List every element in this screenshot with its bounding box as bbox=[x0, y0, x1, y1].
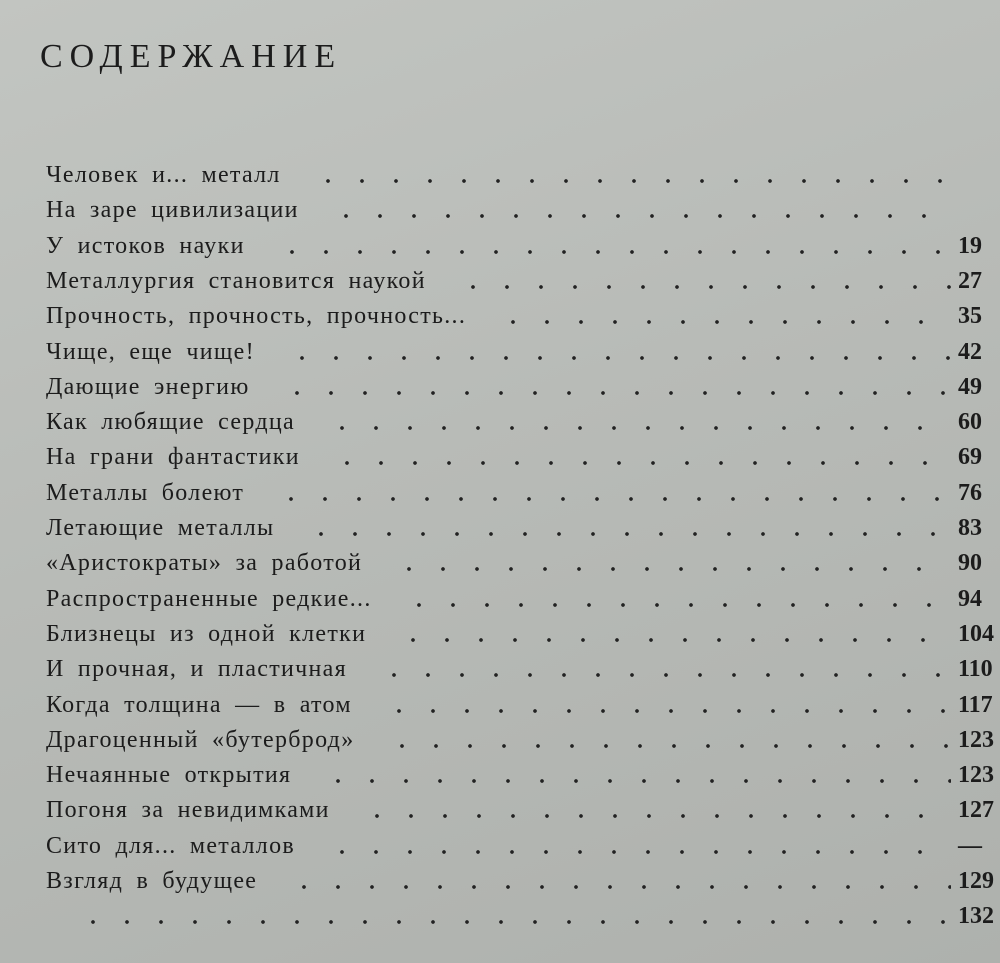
leader-dots bbox=[402, 584, 951, 614]
toc-entry bbox=[46, 513, 1000, 543]
toc-entry bbox=[46, 407, 1000, 437]
toc-entry bbox=[46, 795, 1000, 825]
toc-entry-page: 117 bbox=[958, 691, 993, 718]
toc-entry-page: — bbox=[958, 832, 982, 859]
toc-entry bbox=[46, 901, 1000, 931]
toc-entry-title: Как любящие сердца bbox=[46, 409, 295, 436]
toc-entry-title: «Аристократы» за работой bbox=[46, 550, 363, 577]
toc-entry-page: 35 bbox=[958, 303, 982, 330]
leader-dots bbox=[325, 831, 951, 861]
toc-entry-title: И прочная, и пластичная bbox=[46, 656, 347, 683]
toc-entry bbox=[46, 478, 1000, 508]
toc-entry-title: Прочность, прочность, прочность... bbox=[46, 303, 467, 330]
toc-entry-page: 27 bbox=[958, 267, 982, 294]
toc-entry bbox=[46, 231, 1000, 261]
leader-dots bbox=[385, 725, 952, 755]
toc-entry bbox=[46, 725, 1000, 755]
leader-dots bbox=[382, 690, 951, 720]
toc-entry bbox=[46, 866, 1000, 896]
toc-entry-title: Чище, еще чище! bbox=[46, 338, 255, 365]
toc-entry bbox=[46, 301, 1000, 331]
leader-dots bbox=[280, 372, 951, 402]
toc-entry bbox=[46, 690, 1000, 720]
page-title: СОДЕРЖАНИЕ bbox=[40, 38, 343, 75]
leader-dots bbox=[285, 337, 951, 367]
toc-entry-title: Распространенные редкие... bbox=[46, 585, 372, 612]
toc-entry bbox=[46, 337, 1000, 367]
toc-entry-title: На заре цивилизации bbox=[46, 197, 299, 224]
toc-entry-page: 19 bbox=[958, 232, 982, 259]
toc-entry bbox=[46, 266, 1000, 296]
toc-entry bbox=[46, 584, 1000, 614]
toc-entry-title: Когда толщина — в атом bbox=[46, 691, 352, 718]
leader-dots bbox=[321, 760, 951, 790]
toc-entry-title: Металлургия становится наукой bbox=[46, 267, 426, 294]
toc-entry-page: 83 bbox=[958, 515, 982, 541]
toc-entry-page: 94 bbox=[958, 585, 982, 612]
leader-dots bbox=[287, 866, 951, 896]
leader-dots bbox=[304, 513, 951, 543]
toc-entry-page: 132 bbox=[958, 903, 994, 930]
toc-entry bbox=[46, 442, 1000, 472]
toc-entry bbox=[46, 195, 1000, 225]
toc-entry bbox=[46, 372, 1000, 402]
toc-entry bbox=[46, 760, 1000, 790]
leader-dots bbox=[456, 266, 951, 296]
toc-entry-page: 127 bbox=[958, 797, 994, 824]
leader-dots bbox=[311, 160, 951, 190]
leader-dots bbox=[275, 231, 951, 261]
toc-entry bbox=[46, 548, 1000, 578]
toc-entry bbox=[46, 831, 1000, 861]
toc-entry-page: 49 bbox=[958, 373, 982, 400]
toc-entry bbox=[46, 619, 1000, 649]
leader-dots bbox=[392, 548, 951, 578]
toc-entry-title: Нечаянные открытия bbox=[46, 762, 292, 789]
toc-entry-page: 60 bbox=[958, 409, 982, 436]
toc-entry bbox=[46, 160, 1000, 190]
leader-dots bbox=[76, 901, 951, 931]
leader-dots bbox=[496, 301, 951, 331]
toc-entry-page: 123 bbox=[958, 762, 994, 789]
leader-dots bbox=[396, 619, 951, 649]
toc-entry-page: 69 bbox=[958, 444, 982, 471]
toc-entry-page: 123 bbox=[958, 726, 994, 753]
toc-entry-title: Погоня за невидимками bbox=[46, 797, 330, 824]
toc-entry-page: 42 bbox=[958, 338, 982, 365]
leader-dots bbox=[325, 407, 951, 437]
toc-entry bbox=[46, 654, 1000, 684]
toc-entry-title: Человек и... металл bbox=[46, 162, 281, 188]
toc-entry-title: На грани фантастики bbox=[46, 444, 300, 471]
toc-entry-title: Летающие металлы bbox=[46, 515, 275, 541]
toc-entry-page: 76 bbox=[958, 479, 982, 506]
leader-dots bbox=[360, 795, 951, 825]
leader-dots bbox=[274, 478, 951, 508]
toc-entry-title: Металлы болеют bbox=[46, 479, 245, 506]
toc-entry-page: 90 bbox=[958, 550, 982, 577]
leader-dots bbox=[329, 195, 951, 225]
toc-entry-title: У истоков науки bbox=[46, 232, 245, 259]
leader-dots bbox=[330, 442, 951, 472]
toc-entry-page: 129 bbox=[958, 868, 994, 894]
toc-entry-page: 110 bbox=[958, 656, 993, 683]
toc-entry-title: Близнецы из одной клетки bbox=[46, 620, 367, 647]
toc-entry-title: Драгоценный «бутерброд» bbox=[46, 726, 355, 753]
toc-entry-page: 104 bbox=[958, 620, 994, 647]
toc-entry-title: Дающие энергию bbox=[46, 373, 250, 400]
toc-entry-title: Сито для... металлов bbox=[46, 832, 296, 859]
toc-entry-title: Взгляд в будущее bbox=[46, 868, 258, 894]
leader-dots bbox=[377, 654, 951, 684]
